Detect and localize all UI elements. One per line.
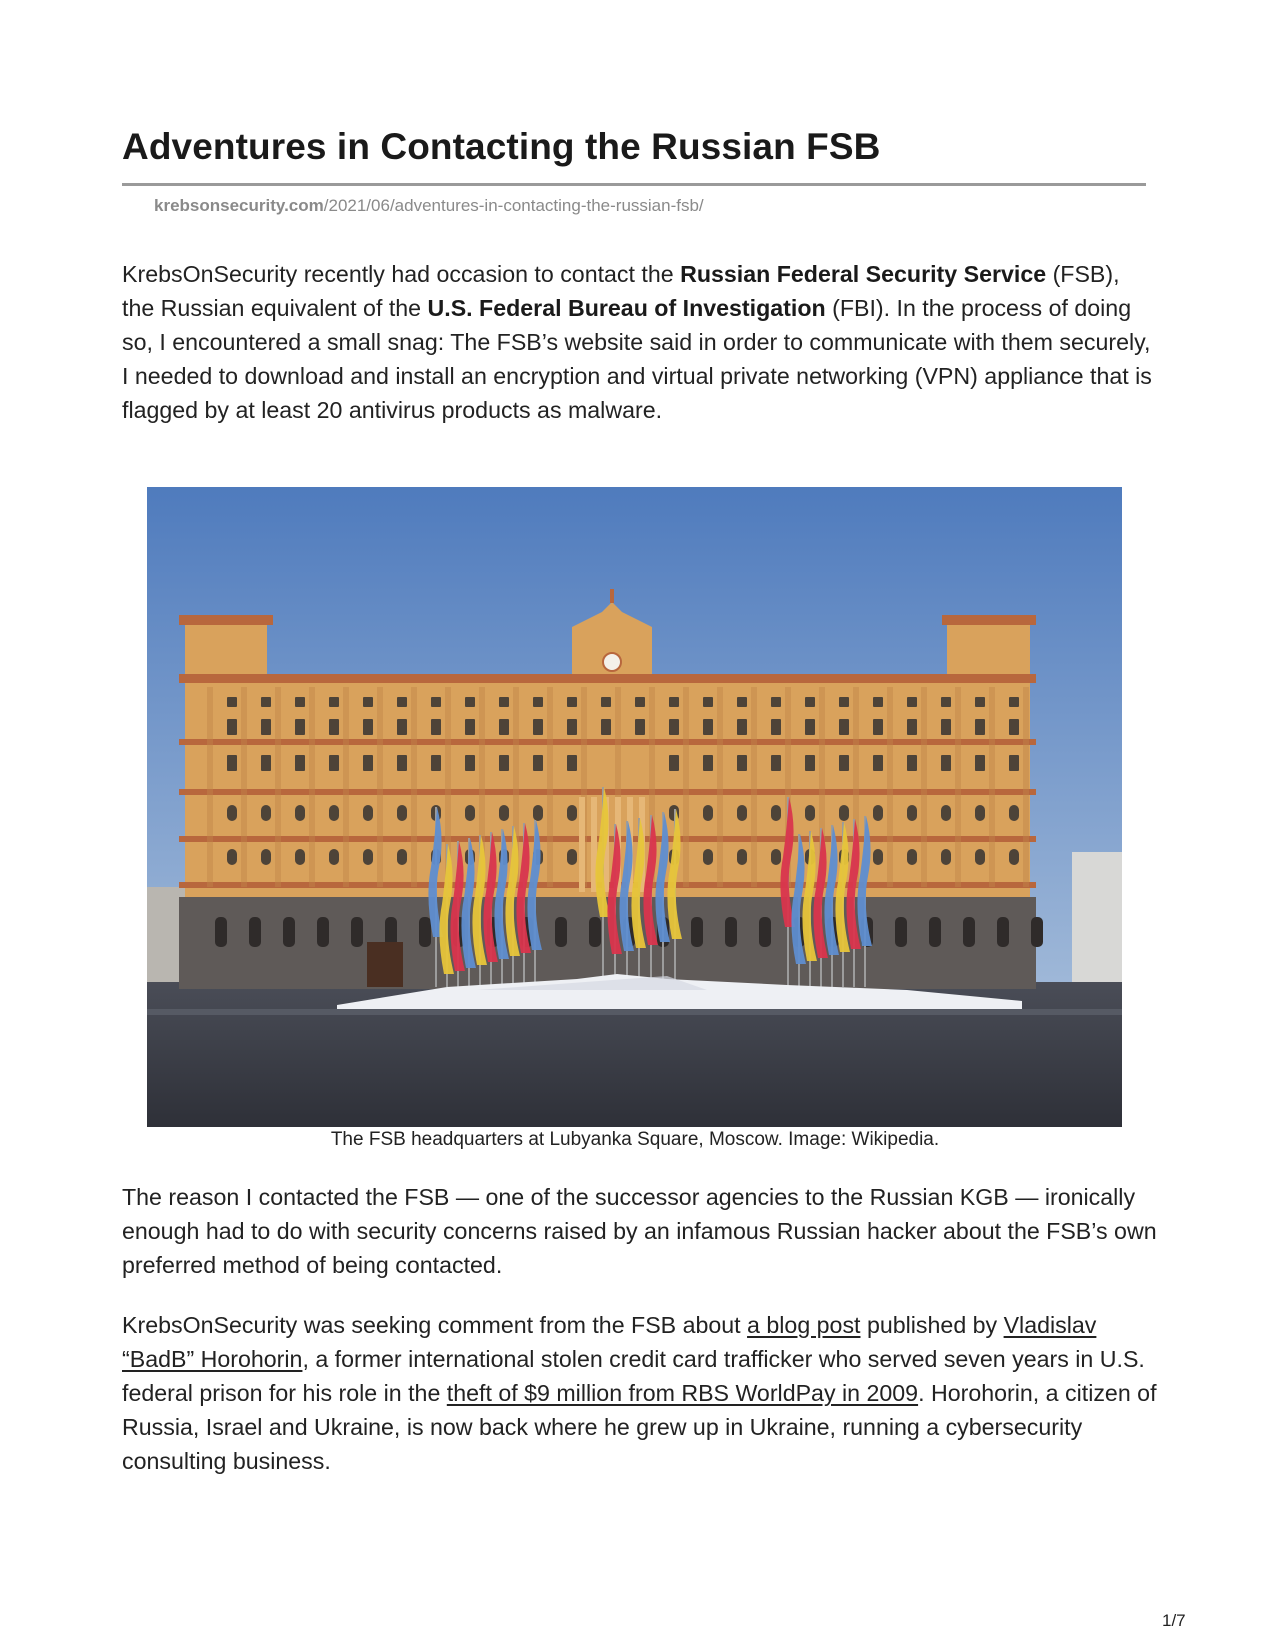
page-number: 1/7 <box>1162 1611 1186 1630</box>
figure-caption: The FSB headquarters at Lubyanka Square, Moscow. Image: Wikipedia. <box>330 1129 940 1150</box>
p3-text-2: published by <box>860 1312 1004 1338</box>
intro-paragraph <box>122 257 1157 427</box>
body-paragraph-3 <box>122 1308 1157 1478</box>
intro-text-2: (FSB), the Russian equivalent of the <box>122 261 1120 321</box>
body-paragraph-2: The reason I contacted the FSB — one of the successor agencies to the Russian KGB — ironically enough had to do with security concerns raised by an infamous Russian hacker about the FSB’s own preferred method of being contacted. <box>122 1184 1157 1278</box>
p3-text-1: KrebsOnSecurity was seeking comment from the FSB about <box>122 1312 748 1338</box>
side-building-right <box>1072 852 1122 987</box>
fsb-headquarters-photo <box>147 487 1122 1127</box>
intro-bold-fbi: U.S. Federal Bureau of Investigation <box>427 295 826 321</box>
intro-bold-fsb: Russian Federal Security Service <box>680 261 1047 287</box>
title-divider <box>122 183 1146 186</box>
source-domain: krebsonsecurity.com <box>154 196 324 215</box>
source-path: /2021/06/adventures-in-contacting-the-russian-fsb/ <box>323 196 704 215</box>
source-url[interactable] <box>154 196 704 216</box>
intro-text-3: (FBI). In the process of doing so, I encountered a small snag: The FSB’s website said in order to communicate with them securely, I needed to download and install an encryption and virtual private networking (VPN) appliance that is flagged by at least 20 antivirus products as malware. <box>122 295 1152 423</box>
intro-text-1: KrebsOnSecurity recently had occasion to contact the <box>122 261 681 287</box>
p3-text-3: , a former international stolen credit card trafficker who served seven years in U.S. federal prison for his role in the <box>122 1346 1145 1406</box>
link-horohorin[interactable]: Vladislav “BadB” Horohorin <box>122 1312 1097 1372</box>
p3-text-4: . Horohorin, a citizen of Russia, Israel and Ukraine, is now back where he grew up in Ukraine, running a cybersecurity consulting business. <box>122 1380 1157 1474</box>
link-rbs-worldpay-theft[interactable]: theft of $9 million from RBS WorldPay in 2009 <box>446 1380 919 1406</box>
link-blog-post[interactable]: a blog post <box>747 1312 861 1338</box>
article-title: Adventures in Contacting the Russian FSB <box>122 126 881 167</box>
